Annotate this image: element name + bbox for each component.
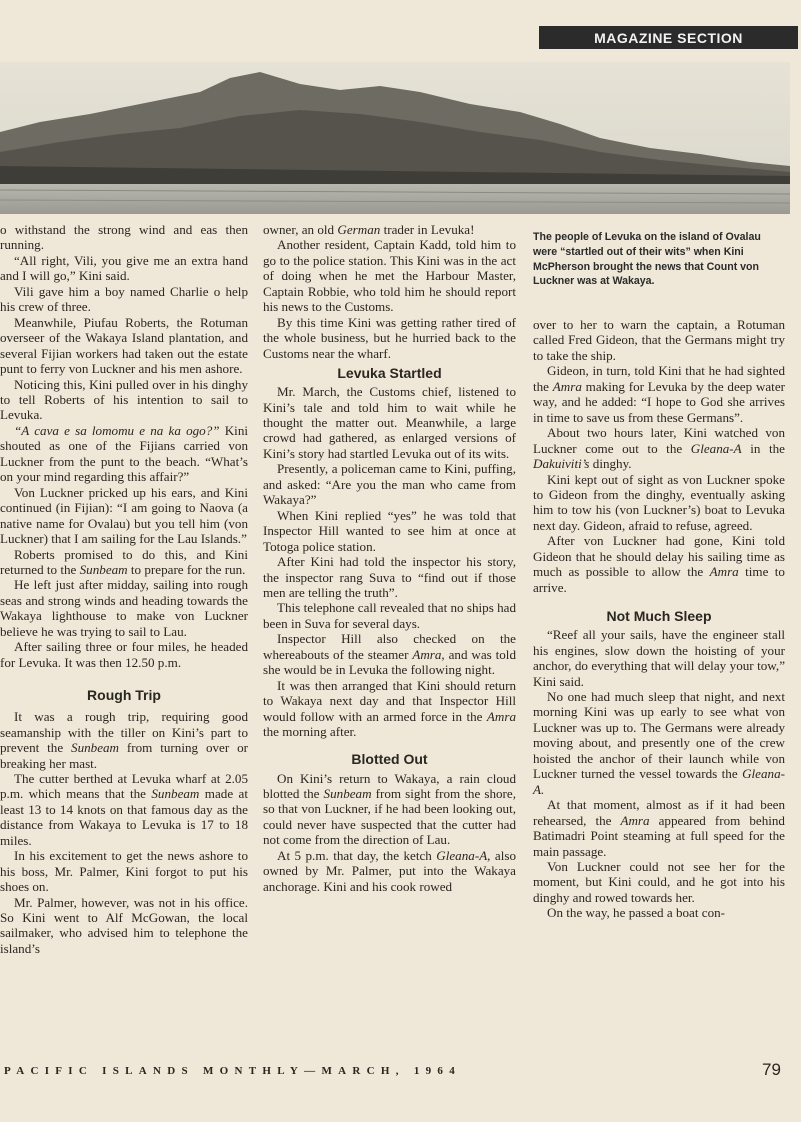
paragraph: over to her to warn the captain, a Rotuman called Fred Gideon, that the Germans might try to take the ship. — [533, 317, 785, 363]
paragraph: Kini kept out of sight as von Luckner spoke to Gideon from the dinghy, eventually asking him to tow his (von Luckner’s) boat to Levuka next day. Gideon, afraid to refuse, agreed. — [533, 471, 785, 533]
paragraph: Another resident, Captain Kadd, told him to go to the police station. This Kini was in the act of doing when he met the Harbour Master, Captain Robbie, who told him he should report his news to the Customs. — [263, 237, 516, 315]
subheading: Blotted Out — [351, 750, 428, 767]
paragraph: Von Luckner pricked up his ears, and Kini continued (in Fijian): “I am going to Naova (a native name for Ovalau) but you tell him (von Luckner) that I am sailing for the Lau Islands.” — [0, 484, 248, 547]
paragraph: “A cava e sa lomomu e na ka ogo?” Kini shouted as one of the Fijians carried von Luckner from the punt to the beach. “What’s on your mind regarding this affair?” — [0, 422, 248, 485]
paragraph: o withstand the strong wind and eas then running. — [0, 222, 248, 253]
paragraph: Vili gave him a boy named Charlie o help his crew of three. — [0, 283, 248, 315]
paragraph: When Kini replied “yes” he was told that Inspector Hill wanted to see him at once at Totoga police station. — [263, 507, 516, 554]
island-landscape-photo — [0, 62, 790, 214]
publication-line: PACIFIC ISLANDS MONTHLY—MARCH, 1964 — [4, 1065, 462, 1077]
photo-caption: The people of Levuka on the island of Ovalau were “startled out of their wits” when Kini McPherson brought the news that Count von Luckner was at Wakaya. — [533, 231, 761, 288]
paragraph: “Reef all your sails, have the engineer stall his engines, slow down the hoisting of your anchor, do everything that will delay your tow,” Kini said. — [533, 627, 785, 689]
paragraph: No one had much sleep that night, and next morning Kini was up early to see what von Luckner was up to. The Germans were already moving about, and presently one of the crew hoisted the anchor of their launch while von Luckner turned the vessel towards the Gleana-A. — [533, 688, 785, 797]
subheading: Rough Trip — [87, 687, 161, 704]
paragraph: By this time Kini was getting rather tired of the whole business, but he hurried back to the Customs near the wharf. — [263, 314, 516, 361]
paragraph: The cutter berthed at Levuka wharf at 2.05 p.m. which means that the Sunbeam made at least 13 to 14 knots on that famous day as the distance from Wakaya to Levuka is 17 to 18 miles. — [0, 770, 248, 848]
paragraph: After von Luckner had gone, Kini told Gideon that he should delay his sailing time as much as possible to allow the Amra time to arrive. — [533, 533, 785, 595]
paragraph: Mr. March, the Customs chief, listened to Kini’s tale and told him to wait while he thought the matter out. Meanwhile, a large crowd had gathered, as enlarged versions of Kini’s story had startled Levuka out of its wits. — [263, 384, 516, 461]
column-3-body — [533, 317, 785, 921]
paragraph: Gideon, in turn, told Kini that he had sighted the Amra making for Levuka by the deep water way, and he added: “I hope to God she arrives in time to save us from these Germans”. — [533, 363, 785, 425]
page-footer — [0, 1062, 801, 1082]
paragraph: It was a rough trip, requiring good seamanship with the tiller on Kini’s part to prevent the Sunbeam from turning over or breaking her mast. — [0, 709, 248, 771]
subheading: Levuka Startled — [337, 365, 442, 382]
article-column-1 — [0, 222, 248, 956]
paragraph: Presently, a policeman came to Kini, puffing, and asked: “Are you the man who came from Wakaya?” — [263, 461, 516, 508]
paragraph: Roberts promised to do this, and Kini returned to the Sunbeam to prepare for the run. — [0, 546, 248, 577]
paragraph: After Kini had told the inspector his story, the inspector rang Suva to “find out if those men are telling the truth”. — [263, 554, 516, 600]
article-column-2 — [263, 222, 516, 894]
paragraph: This telephone call revealed that no ships had been in Suva for several days. — [263, 600, 516, 631]
paragraph: He left just after midday, sailing into rough seas and strong winds and heading towards the Wakaya lighthouse to make von Luckner believe he was trying to sail to Lau. — [0, 577, 248, 639]
paragraph: It was then arranged that Kini should return to Wakaya next day and that Inspector Hill would follow with an armed force in the Amra the morning after. — [263, 677, 516, 740]
paragraph: At 5 p.m. that day, the ketch Gleana-A, also owned by Mr. Palmer, put into the Wakaya anchorage. Kini and his cook rowed — [263, 847, 516, 894]
paragraph: About two hours later, Kini watched von Luckner come out to the Gleana-A in the Dakuiviti’s dinghy. — [533, 425, 785, 472]
fijian-quote: “A cava e sa lomomu e na ka ogo?” — [14, 422, 220, 438]
paragraph: At that moment, almost as if it had been rehearsed, the Amra appeared from behind Batimadri Point steaming at full speed for the main passage. — [533, 797, 785, 859]
subheading: Not Much Sleep — [606, 608, 712, 625]
paragraph: On Kini’s return to Wakaya, a rain cloud blotted the Sunbeam from sight from the shore, so that von Luckner, if he had been looking out, could never have suspected that the cutter had not come from the direction of Lau. — [263, 770, 516, 848]
paragraph: Von Luckner could not see her for the moment, but Kini could, and he got into his dinghy and rowed towards her. — [533, 858, 785, 905]
paragraph: “All right, Vili, you give me an extra hand and I will go,” Kini said. — [0, 252, 248, 284]
paragraph: owner, an old German trader in Levuka! — [263, 222, 475, 237]
paragraph: Meanwhile, Piufau Roberts, the Rotuman overseer of the Wakaya Island plantation, and several Fijian workers had taken out the estate punt to ferry von Luckner and his men ashore. — [0, 314, 248, 377]
section-label: MAGAZINE SECTION — [594, 29, 743, 46]
magazine-section-banner — [539, 26, 798, 49]
paragraph: In his excitement to get the news ashore to his boss, Mr. Palmer, Kini forgot to put his shoes on. — [0, 848, 248, 895]
paragraph: After sailing three or four miles, he headed for Levuka. It was then 12.50 p.m. — [0, 639, 248, 670]
page-number: 79 — [762, 1060, 781, 1079]
paragraph: Inspector Hill also checked on the whereabouts of the steamer Amra, and was told she would be in Levuka the following night. — [263, 631, 516, 678]
paragraph: Noticing this, Kini pulled over in his dinghy to tell Roberts of his intention to sail to Levuka. — [0, 376, 248, 423]
paragraph: On the way, he passed a boat con- — [547, 905, 726, 921]
paragraph: Mr. Palmer, however, was not in his office. So Kini went to Alf McGowan, the local sailmaker, who advised him to telephone the island’s — [0, 894, 248, 956]
